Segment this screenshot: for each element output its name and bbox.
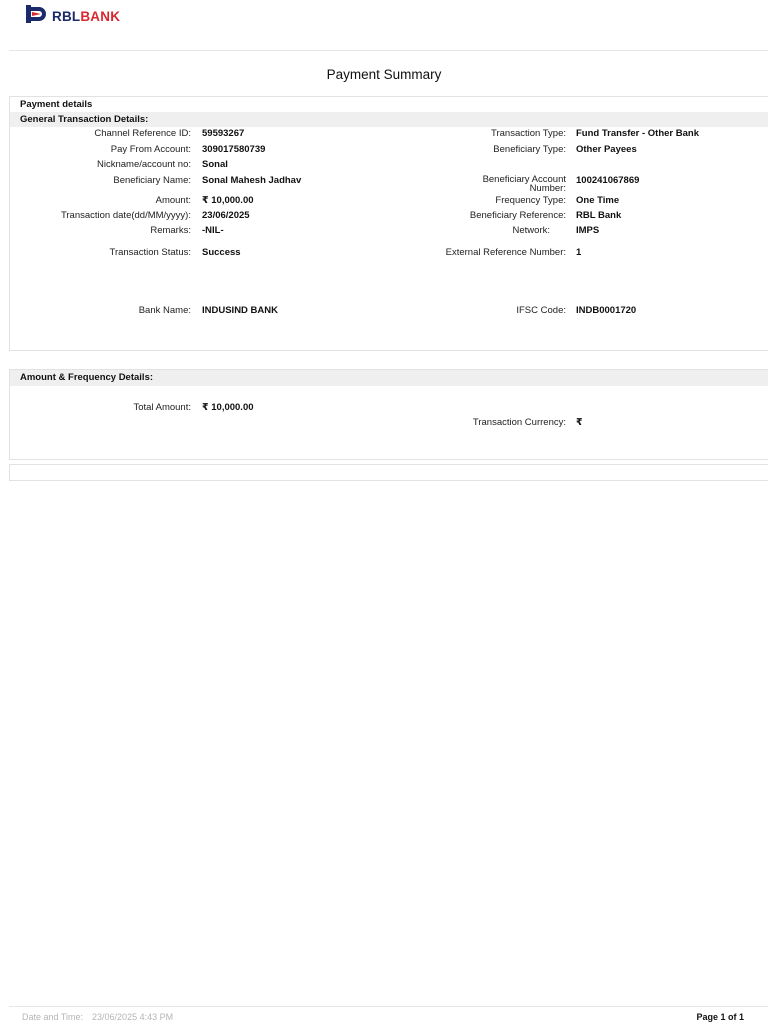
transaction-status-value: Success (202, 247, 241, 258)
network-label: Network: (512, 225, 550, 236)
beneficiary-reference-value: RBL Bank (576, 210, 622, 221)
page-title: Payment Summary (326, 67, 442, 82)
beneficiary-reference-label: Beneficiary Reference: (469, 210, 566, 221)
amount-label: Amount: (155, 195, 191, 206)
header-divider (9, 50, 768, 51)
transaction-type-value: Fund Transfer - Other Bank (576, 128, 699, 139)
pay-from-account-value: 309017580739 (202, 144, 266, 155)
beneficiary-account-value: 100241067869 (576, 175, 640, 186)
nickname-label: Nickname/account no: (97, 159, 191, 170)
remarks-label: Remarks: (150, 225, 191, 236)
beneficiary-type-value: Other Payees (576, 144, 637, 155)
pay-from-account-label: Pay From Account: (110, 144, 191, 155)
amount-value: ₹ 10,000.00 (202, 195, 254, 206)
transaction-type-label: Transaction Type: (491, 128, 566, 139)
transaction-currency-label: Transaction Currency: (472, 417, 566, 428)
nickname-value: Sonal (202, 159, 228, 170)
amount-frequency-heading: Amount & Frequency Details: (10, 370, 768, 386)
bank-name-value: INDUSIND BANK (202, 305, 278, 316)
amount-frequency-section (9, 369, 768, 460)
transaction-status-label: Transaction Status: (109, 247, 191, 258)
beneficiary-account-label: Beneficiary Account Number: (482, 174, 566, 194)
frequency-type-label: Frequency Type: (495, 195, 566, 206)
external-reference-value: 1 (576, 247, 582, 258)
beneficiary-name-value: Sonal Mahesh Jadhav (202, 175, 302, 186)
beneficiary-name-label: Beneficiary Name: (113, 175, 191, 186)
footer-divider (9, 1006, 768, 1007)
channel-ref-label: Channel Reference ID: (94, 128, 191, 139)
channel-ref-value: 59593267 (202, 128, 245, 139)
transaction-date-value: 23/06/2025 (202, 210, 250, 221)
payment-details-heading: Payment details (10, 97, 768, 112)
page-number: Page 1 of 1 (696, 1012, 744, 1022)
bank-name: RBLBANK (52, 9, 121, 25)
empty-section (9, 464, 768, 481)
remarks-value: -NIL- (202, 225, 224, 236)
footer-datetime (22, 1012, 173, 1022)
payment-details-section (9, 96, 768, 351)
datetime-value: 23/06/2025 4:43 PM (92, 1012, 174, 1022)
total-amount-label: Total Amount: (133, 402, 191, 413)
bank-name-label: Bank Name: (138, 305, 191, 316)
transaction-currency-value: ₹ (576, 417, 583, 428)
transaction-date-label: Transaction date(dd/MM/yyyy): (60, 210, 191, 221)
bank-logo (25, 4, 120, 24)
rbl-logo-icon (25, 4, 49, 24)
total-amount-value: ₹ 10,000.00 (202, 402, 254, 413)
datetime-label: Date and Time: (22, 1012, 84, 1022)
network-value: IMPS (576, 225, 600, 236)
ifsc-code-label: IFSC Code: (516, 305, 566, 316)
external-reference-label: External Reference Number: (445, 247, 566, 258)
frequency-type-value: One Time (576, 195, 620, 206)
general-transaction-heading: General Transaction Details: (10, 112, 768, 127)
ifsc-code-value: INDB0001720 (576, 305, 637, 316)
beneficiary-type-label: Beneficiary Type: (493, 144, 566, 155)
